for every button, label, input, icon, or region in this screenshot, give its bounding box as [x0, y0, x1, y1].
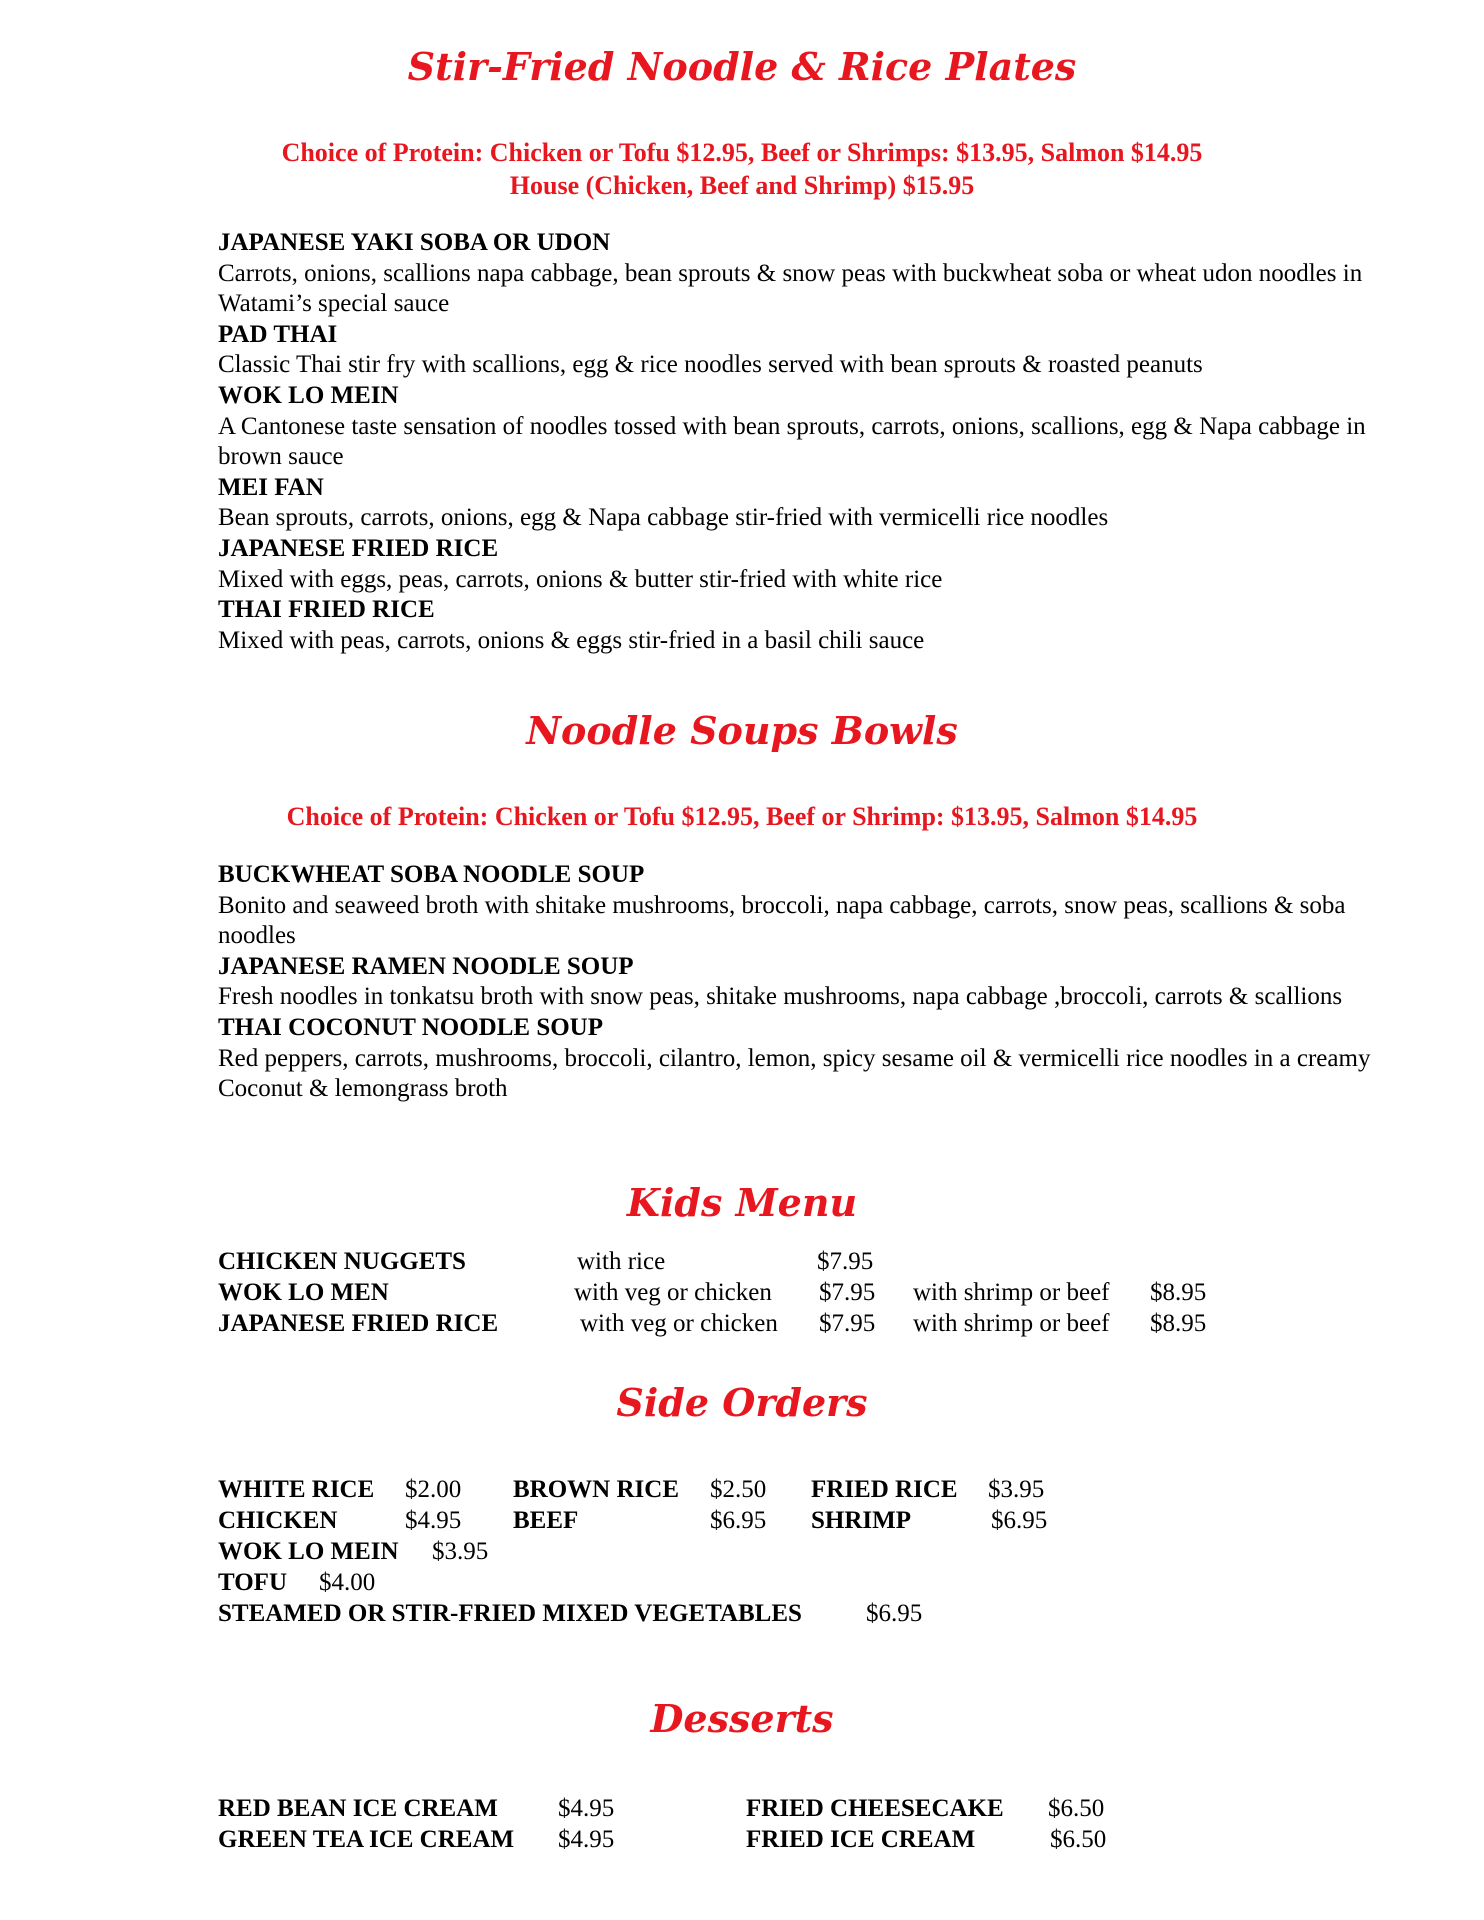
menu-item-name: THAI FRIED RICE: [218, 596, 435, 624]
dessert-item-name: GREEN TEA ICE CREAM: [218, 1826, 515, 1853]
dessert-item-price: $6.50: [1050, 1826, 1107, 1853]
side-item-price: $3.95: [988, 1476, 1045, 1503]
side-orders-title: Side Orders: [616, 1380, 868, 1425]
dessert-item-price: $6.50: [1048, 1795, 1105, 1822]
kids-item-option: with rice: [577, 1248, 666, 1275]
kids-item-name: JAPANESE FRIED RICE: [218, 1310, 499, 1337]
menu-item-description: Mixed with peas, carrots, onions & eggs stir-fried in a basil chili sauce: [218, 626, 925, 654]
stir-fried-item-list: [218, 228, 1378, 656]
noodle-soups-protein-line: Choice of Protein: Chicken or Tofu $12.95, Beef or Shrimp: $13.95, Salmon $14.95: [286, 802, 1198, 831]
kids-item-price-upgrade: $8.95: [1150, 1279, 1207, 1306]
side-item-name: WOK LO MEIN: [218, 1538, 399, 1565]
side-item-price: $6.95: [710, 1507, 767, 1534]
menu-item-description: Fresh noodles in tonkatsu broth with snow peas, shitake mushrooms, napa cabbage ,broccoli, carrots & scallions: [218, 983, 1343, 1011]
dessert-item-price: $4.95: [558, 1795, 615, 1822]
dessert-item-price: $4.95: [558, 1826, 615, 1853]
side-item-name: TOFU: [218, 1569, 287, 1596]
dessert-item-name: FRIED ICE CREAM: [746, 1826, 976, 1853]
side-item-price: $6.95: [991, 1507, 1048, 1534]
kids-item-price: $7.95: [819, 1279, 876, 1306]
menu-item-name: PAD THAI: [218, 320, 338, 348]
menu-item-name: WOK LO MEIN: [218, 381, 399, 409]
menu-item-description: A Cantonese taste sensation of noodles tossed with bean sprouts, carrots, onions, scallions, egg & Napa cabbage in brown sauce: [218, 412, 1366, 471]
stir-fried-protein-line-2: House (Chicken, Beef and Shrimp) $15.95: [509, 171, 975, 200]
side-item-name: SHRIMP: [811, 1507, 911, 1534]
kids-item-price-upgrade: $8.95: [1150, 1310, 1207, 1337]
menu-item-name: MEI FAN: [218, 473, 324, 501]
menu-item-name: JAPANESE YAKI SOBA OR UDON: [218, 229, 611, 256]
side-item-price: $6.95: [866, 1600, 923, 1627]
dessert-item-name: RED BEAN ICE CREAM: [218, 1795, 498, 1822]
dessert-item-name: FRIED CHEESECAKE: [746, 1795, 1004, 1822]
kids-item-price: $7.95: [819, 1310, 876, 1337]
kids-item-option: with veg or chicken: [574, 1279, 772, 1306]
side-item-price: $4.00: [319, 1569, 376, 1596]
kids-item-name: CHICKEN NUGGETS: [218, 1248, 466, 1275]
side-item-name: STEAMED OR STIR-FRIED MIXED VEGETABLES: [218, 1600, 802, 1627]
kids-item-option: with veg or chicken: [580, 1310, 778, 1337]
menu-item-name: BUCKWHEAT SOBA NOODLE SOUP: [218, 861, 645, 888]
side-item-name: WHITE RICE: [218, 1476, 375, 1503]
side-item-price: $2.00: [405, 1476, 462, 1503]
menu-item-description: Carrots, onions, scallions napa cabbage, bean sprouts & snow peas with buckwheat soba or wheat udon noodles in Watami’s special sauce: [218, 259, 1363, 318]
menu-item-description: Bean sprouts, carrots, onions, egg & Napa cabbage stir-fried with vermicelli rice noodles: [218, 504, 1109, 532]
menu-item-name: JAPANESE RAMEN NOODLE SOUP: [218, 952, 634, 980]
desserts-title: Desserts: [650, 1696, 834, 1741]
menu-item-description: Red peppers, carrots, mushrooms, broccoli, cilantro, lemon, spicy sesame oil & vermicelli rice noodles in a creamy Coconut & lemongrass broth: [218, 1044, 1371, 1103]
stir-fried-title: Stir-Fried Noodle & Rice Plates: [407, 44, 1077, 89]
side-item-price: $4.95: [405, 1507, 462, 1534]
side-item-price: $3.95: [432, 1538, 489, 1565]
menu-item-description: Bonito and seaweed broth with shitake mushrooms, broccoli, napa cabbage, carrots, snow peas, scallions & soba noodles: [218, 891, 1346, 950]
side-item-name: BEEF: [513, 1507, 579, 1534]
stir-fried-protein-line-1: Choice of Protein: Chicken or Tofu $12.95, Beef or Shrimps: $13.95, Salmon $14.95: [281, 138, 1203, 167]
menu-item-description: Mixed with eggs, peas, carrots, onions & butter stir-fried with white rice: [218, 565, 943, 593]
noodle-soups-title: Noodle Soups Bowls: [526, 708, 958, 753]
kids-item-price: $7.95: [817, 1248, 874, 1275]
kids-item-option-upgrade: with shrimp or beef: [913, 1310, 1110, 1337]
menu-item-name: JAPANESE FRIED RICE: [218, 534, 499, 562]
kids-item-name: WOK LO MEN: [218, 1279, 389, 1306]
menu-item-name: THAI COCONUT NOODLE SOUP: [218, 1013, 604, 1041]
menu-item-description: Classic Thai stir fry with scallions, egg & rice noodles served with bean sprouts & roasted peanuts: [218, 351, 1203, 379]
kids-menu-title: Kids Menu: [626, 1180, 858, 1225]
side-item-name: FRIED RICE: [811, 1476, 958, 1503]
side-item-name: BROWN RICE: [513, 1476, 679, 1503]
kids-item-option-upgrade: with shrimp or beef: [913, 1279, 1110, 1306]
noodle-soups-item-list: [218, 860, 1378, 1105]
side-item-name: CHICKEN: [218, 1507, 338, 1534]
side-item-price: $2.50: [710, 1476, 767, 1503]
